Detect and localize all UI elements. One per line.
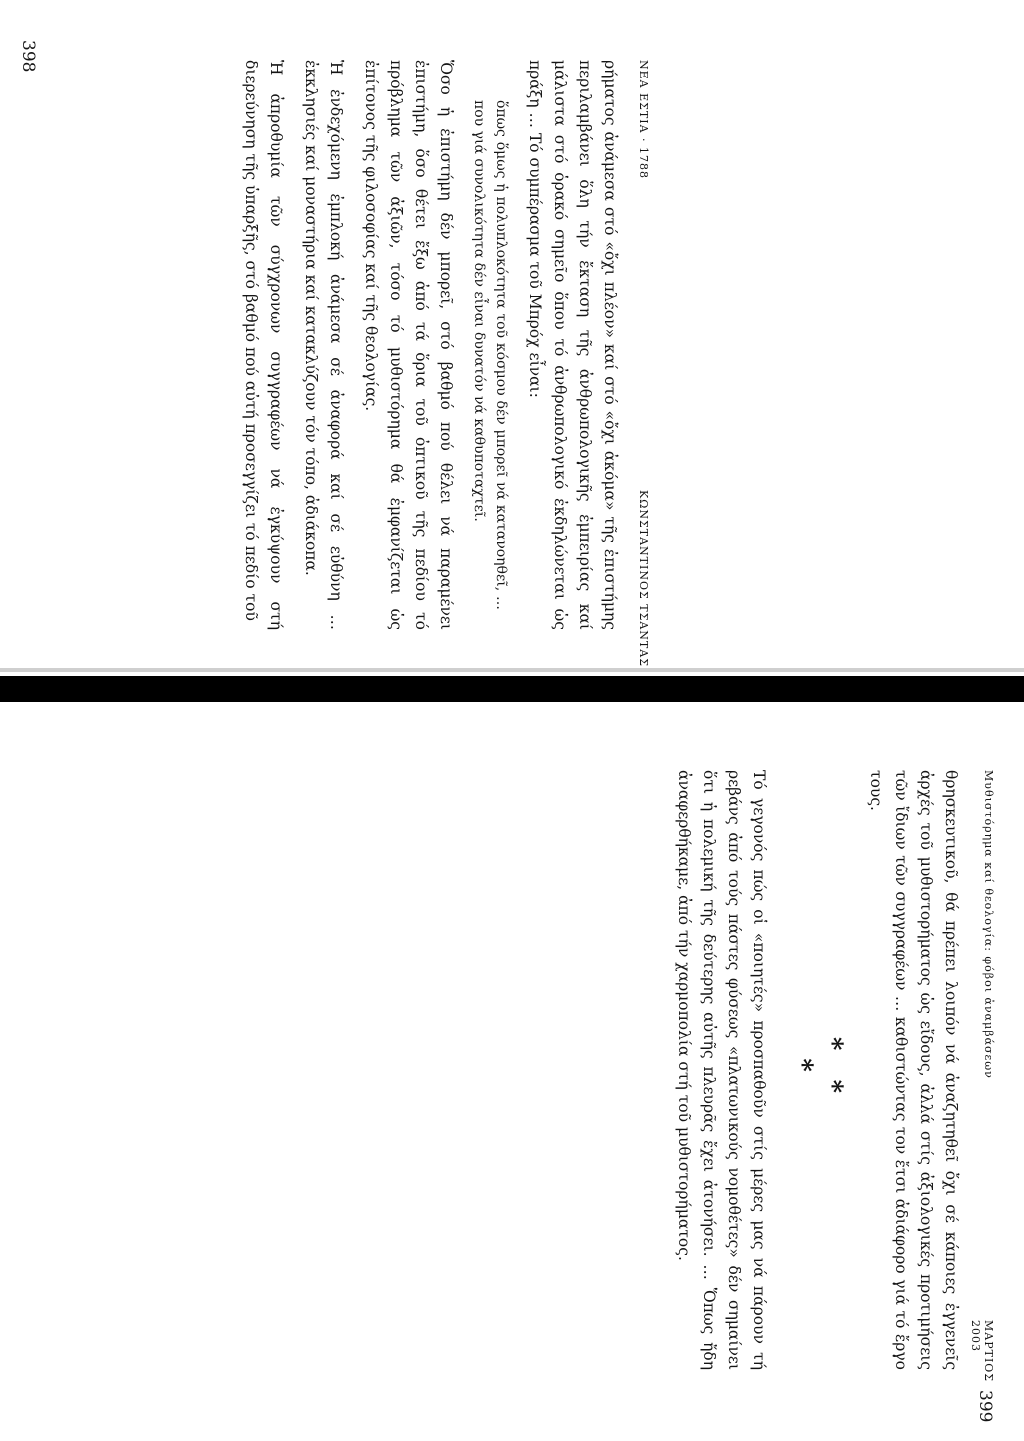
- paragraph: Ἡ ἐνδεχόμενη ἐμπλοκή ἀνάμεσα σέ ἀναφορά καί σέ εὐθύνη … ἐκκλησιές καί μοναστήρια καί κατακλύζουν τόν τόπο, ἀδιάκοπα.: [302, 60, 345, 630]
- section-mark: * * *: [787, 1036, 847, 1104]
- running-head-left: Μυθιστόρημα καί θεολογία: φόβοι ἀναμβάσεων: [982, 770, 995, 1079]
- page-399: [15, 760, 995, 1400]
- paragraph: Ὅσο ἡ ἐπιστήμη δέν μπορεῖ, στό βαθμό πού θέλει νά παραμένει ἐπιστήμη, ὅσο θέτει ἔξω ἀπό τά ὅρια τοῦ ὀπτικοῦ τῆς πεδίου τό πρόβλημα τῶν ἀξιῶν, τόσο τό μυθιστόρημα θά ἐμφανίζεται ὡς ἐπίτονος τῆς φιλοσοφίας καί τῆς θεολογίας.: [362, 60, 455, 630]
- block-quote: [468, 60, 512, 630]
- page-398: [70, 30, 650, 670]
- paragraph: Τό γεγονός πώς οἱ «ποιητές» προσπαθοῦν στίς μέρες μας νά πάρουν τή ρεβάνς ἀπό τούς πάστες φύσεως «πλατωνικούς νομοθέτες» δέν σημαίνει ὅτι ἡ πολεμική τῆς δεύτερης αὐτῆς πλευρᾶς ἔχει ἀτονήσει. … Ὅπως ἤδη ἀναφερθήκαμε, ἀπό τήν χαρμοπολία στή τοῦ μυθιστορήματος.: [675, 770, 768, 1370]
- body-text-bottom: [661, 770, 963, 1370]
- running-head-right: ΚΩΝΣΤΑΝΤΙΝΟΣ ΤΣΑΝΤΑΣ: [637, 490, 650, 667]
- quote-text: ὅπως ὅμως ἡ πολυπλοκότητα τοῦ κόσμου δέν μπορεῖ νά κατανοηθεῖ, … που γιά συνολικότητα δέν εἶναι δυνατόν νά καθυποταχτεῖ.: [471, 100, 509, 610]
- paragraph: θρησκευτικοῦ, θά πρέπει λοιπόν νά ἀναζητηθεῖ ὄχι σέ κάποιες ἐγγενεῖς ἀρχές τοῦ μυθιστορήματος ὡς εἴδους, ἀλλά στίς ἀξιολογικές προτιμήσεις τῶν ἴδιων τῶν συγγραφέων … καθιστώντας τον ἔτσι ἀδιάφορο γιά τό ἔργο τους.: [867, 770, 960, 1370]
- paragraph: ρήματος ἀνάμεσα στό «ὄχι πλέον» καί στό «ὄχι ἀκόμα» τῆς ἐπιστήμης περιλαμβάνει ὅλη τήν ἔκταση τῆς ἀνθρωπολογικῆς ἐμπειρίας καί μάλιστα στό ὁρακό σημεῖο ὅπου τό ἀνθρωπολογικό ἐκδηλώνεται ὡς πράξη … Τό συμπέρασμα τοῦ Μπρόχ εἶναι:: [526, 60, 619, 630]
- body-text-top: [228, 60, 622, 630]
- running-head-right: ΜΑΡΤΙΟΣ 2003: [969, 1320, 995, 1383]
- page-divider: [0, 676, 1024, 702]
- page-number-398: 398: [18, 40, 38, 73]
- running-head-left: ΝΕΑ ΕΣΤΙΑ · 1788: [637, 60, 650, 180]
- page-number-399: 399: [975, 1390, 995, 1423]
- paragraph: Ἡ ἀπροθυμία τῶν σύγχρονων συγγραφέων νά ἐγκύψουν στή διερεύνηση τῆς ὑπαρξῆς, στό βαθμό πού αὐτή προσεγγίζει τό πεδίο τοῦ: [242, 60, 285, 630]
